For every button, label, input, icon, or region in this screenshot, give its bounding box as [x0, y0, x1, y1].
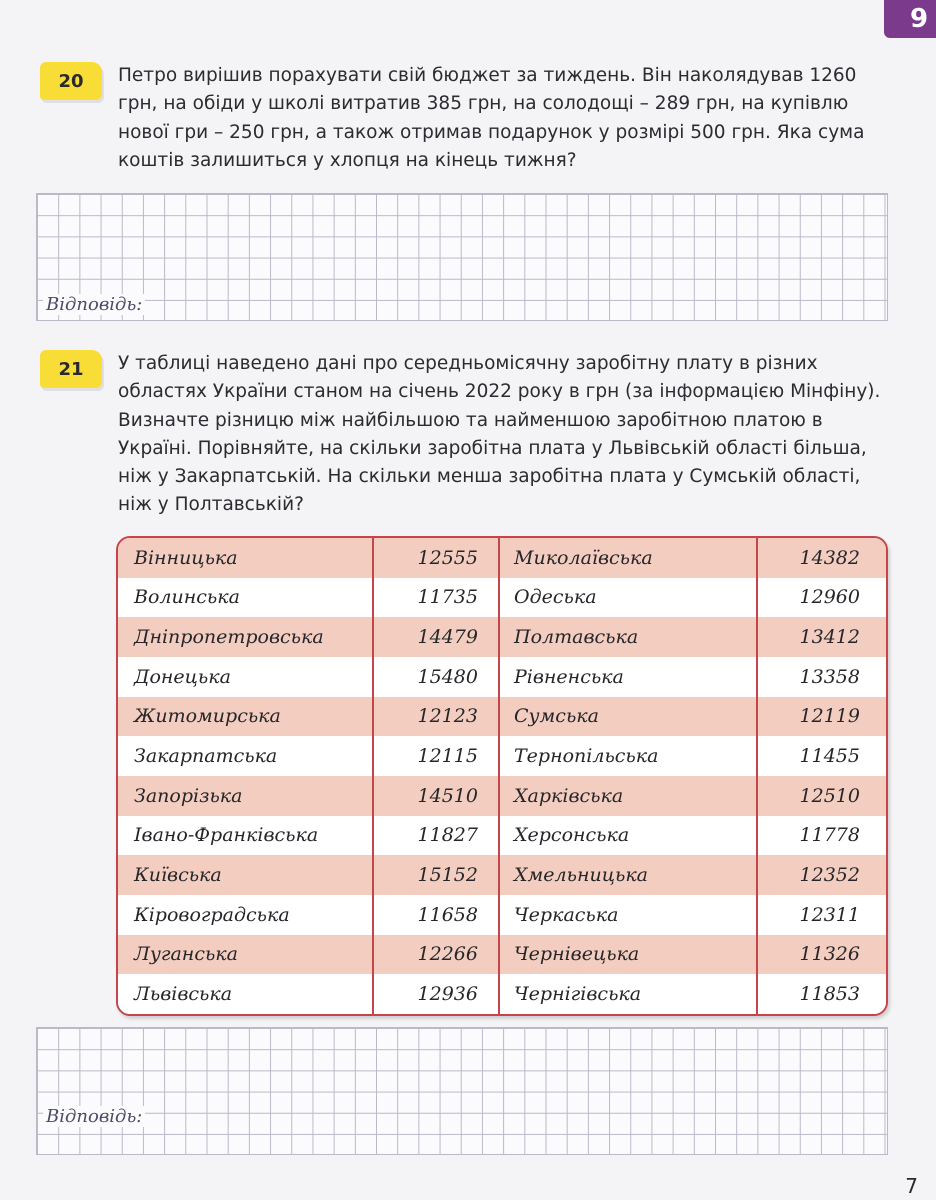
salary-value: 14510	[374, 776, 500, 816]
table-row	[118, 776, 886, 816]
region-name: Закарпатська	[118, 736, 374, 776]
salary-value: 12352	[799, 864, 860, 887]
region-name: Волинська	[118, 578, 374, 618]
salary-value: 11326	[799, 943, 860, 966]
region-name: Вінницька	[118, 538, 374, 578]
answer-label: Відповідь:	[43, 294, 145, 315]
salary-value: 11658	[374, 895, 500, 935]
table-row	[118, 855, 886, 895]
region-name: Одеська	[500, 578, 758, 618]
salary-value: 14479	[374, 617, 500, 657]
salary-value: 12119	[799, 705, 860, 728]
task-text: Петро вирішив порахувати свій бюджет за тиждень. Він наколядував 1260 грн, на обіди у школі витратив 385 грн, на солодощі – 289 грн, на купівлю нової гри – 250 грн, а також отримав подарунок у розмірі 500 грн. Яка сума коштів залишиться у хлопця на кінець тижня?	[118, 65, 865, 171]
salary-table	[116, 536, 888, 1016]
region-name: Львівська	[118, 974, 374, 1014]
region-name: Житомирська	[118, 697, 374, 737]
salary-value: 11827	[374, 816, 500, 856]
answer-label: Відповідь:	[43, 1106, 145, 1127]
salary-value: 15152	[374, 855, 500, 895]
table-row	[118, 697, 886, 737]
region-name: Івано-Франківська	[118, 816, 374, 856]
salary-value: 12311	[799, 903, 860, 926]
task-21	[40, 350, 886, 530]
region-name: Запорізька	[118, 776, 374, 816]
salary-value: 11735	[374, 578, 500, 618]
region-name: Дніпропетровська	[118, 617, 374, 657]
region-name: Хмельницька	[500, 855, 758, 895]
salary-value: 12115	[374, 736, 500, 776]
region-name: Харківська	[500, 776, 758, 816]
salary-value: 12555	[374, 538, 500, 578]
salary-value: 12960	[799, 586, 860, 609]
region-name: Луганська	[118, 935, 374, 975]
page-number: 7	[905, 1174, 918, 1198]
salary-value: 14382	[799, 546, 860, 569]
salary-value: 12510	[799, 784, 860, 807]
salary-value: 11455	[799, 745, 860, 768]
region-name: Тернопільська	[500, 736, 758, 776]
region-name: Чернівецька	[500, 935, 758, 975]
salary-value: 12936	[374, 974, 500, 1014]
salary-value: 11853	[799, 983, 860, 1006]
region-name: Херсонська	[500, 816, 758, 856]
table-row	[118, 538, 886, 578]
table-row	[118, 895, 886, 935]
table-row	[118, 657, 886, 697]
table-row	[118, 736, 886, 776]
answer-grid[interactable]	[36, 193, 888, 321]
table-row	[118, 578, 886, 618]
salary-value: 12123	[374, 697, 500, 737]
region-name: Рівненська	[500, 657, 758, 697]
answer-grid[interactable]	[36, 1027, 888, 1155]
region-name: Сумська	[500, 697, 758, 737]
task-text: У таблиці наведено дані про середньомісячну заробітну плату в різних областях України станом на січень 2022 року в грн (за інформацією Мінфіну). Визначте різницю між найбільшою та найменшою заробітною платою в Україні. Порівняйте, на скільки заробітна плата у Львівській області більша, ніж у Закарпатській. На скільки менша заробітна плата у Сумській області, ніж у Полтавській?	[118, 353, 881, 516]
salary-value: 13358	[799, 665, 860, 688]
chapter-tab: 9	[884, 0, 936, 38]
region-name: Полтавська	[500, 617, 758, 657]
region-name: Київська	[118, 855, 374, 895]
salary-value: 11778	[799, 824, 860, 847]
task-number-badge: 20	[40, 62, 102, 100]
region-name: Миколаївська	[500, 538, 758, 578]
table-row	[118, 974, 886, 1014]
salary-value: 13412	[799, 626, 860, 649]
region-name: Черкаська	[500, 895, 758, 935]
salary-value: 15480	[374, 657, 500, 697]
table-row	[118, 935, 886, 975]
table-row	[118, 816, 886, 856]
table-row	[118, 617, 886, 657]
region-name: Кіровоградська	[118, 895, 374, 935]
task-20	[40, 62, 886, 182]
task-number-badge: 21	[40, 350, 102, 388]
salary-value: 12266	[374, 935, 500, 975]
region-name: Донецька	[118, 657, 374, 697]
region-name: Чернігівська	[500, 974, 758, 1014]
